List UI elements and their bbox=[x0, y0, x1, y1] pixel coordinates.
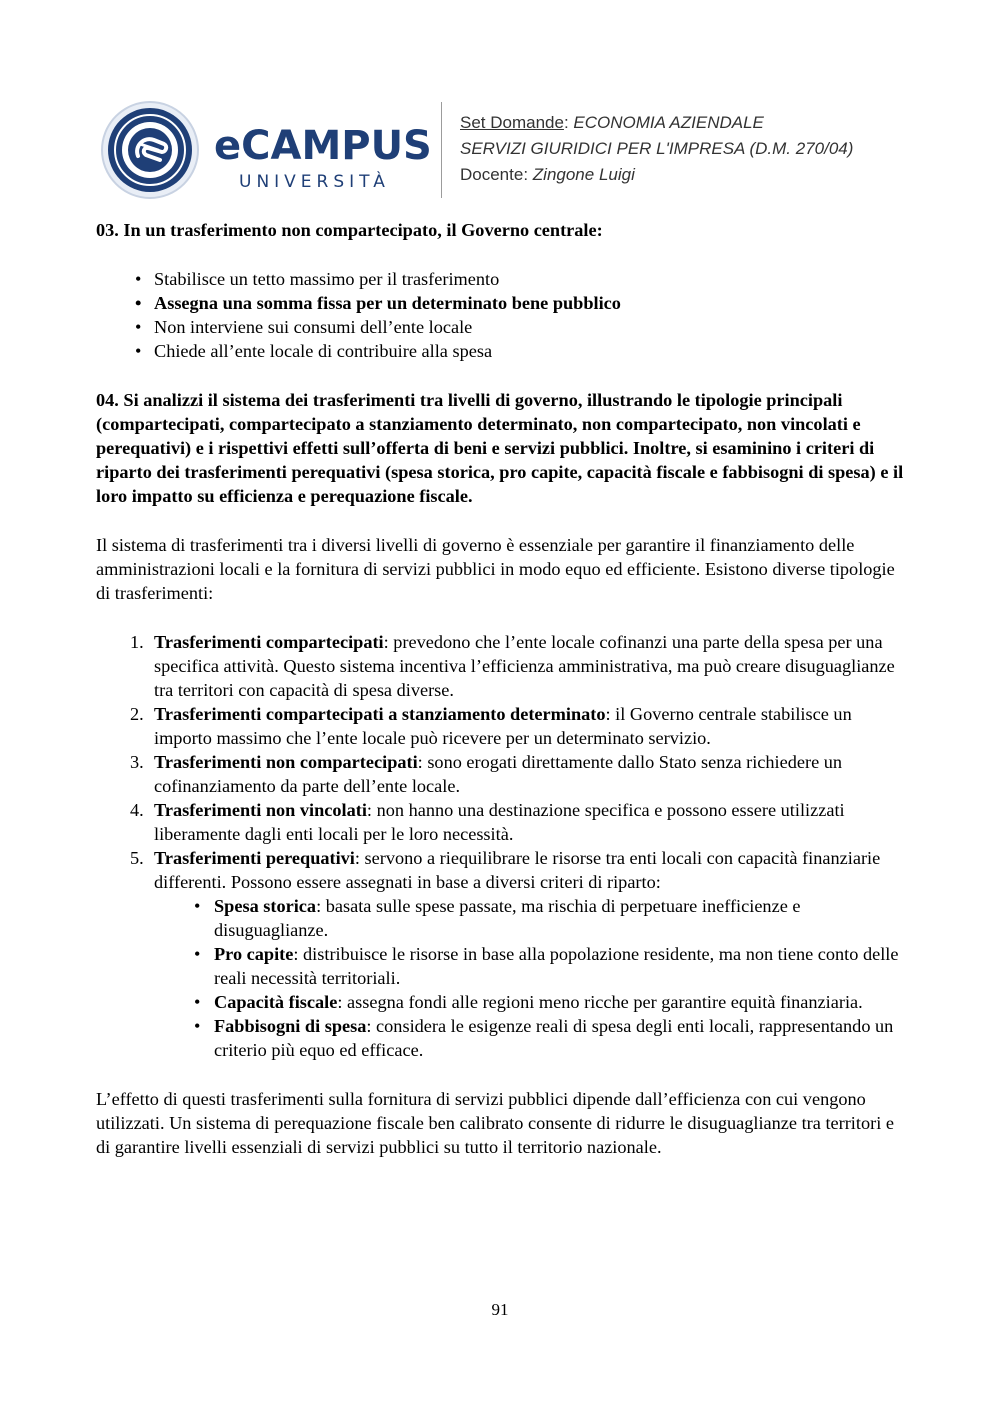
item-number: 2. bbox=[130, 704, 144, 724]
item-text: : prevedono che l’ente locale cofinanzi una parte della spesa per una specifica attività. Questo sistema incentiva l’efficienza amministrativa, ma può creare disuguaglianze tra territori con capacità di spesa diverse. bbox=[154, 632, 895, 700]
logo-wordmark: eCAMPUS bbox=[214, 123, 432, 169]
criteria-text: : distribuisce le risorse in base alla popolazione residente, ma non tiene conto delle reali necessità territoriali. bbox=[214, 944, 899, 988]
criteria-term: Capacità fiscale bbox=[214, 992, 338, 1012]
set-value: ECONOMIA AZIENDALE bbox=[573, 113, 764, 132]
page-content bbox=[96, 218, 908, 1159]
list-item bbox=[96, 630, 908, 702]
question-03-options bbox=[96, 267, 908, 363]
option-item: • Non interviene sui consumi dell’ente locale bbox=[96, 315, 908, 339]
item-text: : il Governo centrale stabilisce un importo massimo che l’ente locale può ricevere per un determinato servizio. bbox=[154, 704, 852, 748]
answer-intro: Il sistema di trasferimenti tra i diversi livelli di governo è essenziale per garantire il finanziamento delle amministrazioni locali e la fornitura di servizi pubblici in modo equo ed efficiente. Esistono diverse tipologie di trasferimenti: bbox=[96, 535, 895, 603]
criteria-text: : considera le esigenze reali di spesa degli enti locali, rappresentando un criterio più equo ed efficace. bbox=[214, 1016, 894, 1060]
item-term: Trasferimenti non vincolati bbox=[154, 800, 367, 820]
answer-conclusion: L’effetto di questi trasferimenti sulla fornitura di servizi pubblici dipende dall’efficienza con cui vengono utilizzati. Un sistema di perequazione fiscale ben calibrato consente di ridurre le disuguaglianze tra territori e di garantire livelli essenziali di servizi pubblici su tutto il territorio nazionale. bbox=[96, 1089, 894, 1157]
item-term: Trasferimenti perequativi bbox=[154, 848, 355, 868]
set-label: Set Domande bbox=[460, 113, 564, 132]
criteria-term: Spesa storica bbox=[214, 896, 317, 916]
item-text: : sono erogati direttamente dallo Stato senza richiedere un cofinanziamento da parte dell’ente locale. bbox=[154, 752, 843, 796]
page-header bbox=[96, 98, 926, 202]
docente-label: Docente bbox=[460, 165, 524, 184]
list-item bbox=[96, 702, 908, 750]
question-04-title: 04. Si analizzi il sistema dei trasferimenti tra livelli di governo, illustrando le tipologie principali (compartecipati, compartecipato a stanziamento determinato, non compartecipato, non vincolati e perequativi) e i rispettivi effetti sull’offerta di beni e servizi pubblici. Inoltre, si esaminino i criteri di riparto dei trasferimenti perequativi (spesa storica, pro capite, capacità fiscale e fabbisogni di spesa) e il loro impatto su efficienza e perequazione fiscale. bbox=[96, 390, 904, 506]
item-text: : non hanno una destinazione specifica e possono essere utilizzati liberamente dagli enti locali per le loro necessità. bbox=[154, 800, 845, 844]
option-item: • Stabilisce un tetto massimo per il trasferimento bbox=[96, 267, 908, 291]
course-info bbox=[460, 110, 853, 188]
criteria-text: : assegna fondi alle regioni meno ricche per garantire equità finanziaria. bbox=[337, 992, 863, 1012]
item-term: Trasferimenti non compartecipati bbox=[154, 752, 418, 772]
criteria-item bbox=[154, 942, 908, 990]
criteria-term: Pro capite bbox=[214, 944, 294, 964]
option-item: • Chiede all’ente locale di contribuire alla spesa bbox=[96, 339, 908, 363]
list-item bbox=[96, 846, 908, 1062]
criteria-term: Fabbisogni di spesa bbox=[214, 1016, 367, 1036]
option-item-correct: • Assegna una somma fissa per un determinato bene pubblico bbox=[96, 291, 908, 315]
logo-subtitle: UNIVERSITÀ bbox=[239, 172, 390, 192]
criteria-list bbox=[154, 894, 908, 1062]
criteria-item bbox=[154, 990, 908, 1014]
item-term: Trasferimenti compartecipati a stanziamento determinato bbox=[154, 704, 606, 724]
list-item bbox=[96, 750, 908, 798]
item-number: 1. bbox=[130, 632, 144, 652]
ecampus-seal-icon bbox=[100, 100, 200, 200]
item-number: 3. bbox=[130, 752, 144, 772]
ecampus-logo bbox=[96, 98, 432, 202]
list-item bbox=[96, 798, 908, 846]
docente-line: Docente: Zingone Luigi bbox=[460, 165, 635, 184]
page-number: 91 bbox=[491, 1300, 509, 1319]
item-term: Trasferimenti compartecipati bbox=[154, 632, 384, 652]
item-number: 5. bbox=[130, 848, 144, 868]
header-divider bbox=[441, 102, 442, 198]
docente-value: Zingone Luigi bbox=[532, 165, 635, 184]
course-name: SERVIZI GIURIDICI PER L'IMPRESA (D.M. 270/04) bbox=[460, 139, 854, 158]
item-text: : servono a riequilibrare le risorse tra enti locali con capacità finanziarie differenti. Possono essere assegnati in base a diversi criteri di riparto: bbox=[154, 848, 881, 892]
question-03-title: 03. In un trasferimento non compartecipato, il Governo centrale: bbox=[96, 220, 603, 240]
criteria-item bbox=[154, 1014, 908, 1062]
transfer-types-list bbox=[96, 630, 908, 1062]
item-number: 4. bbox=[130, 800, 144, 820]
set-domande-line: Set Domande: ECONOMIA AZIENDALE bbox=[460, 113, 764, 132]
criteria-item bbox=[154, 894, 908, 942]
criteria-text: : basata sulle spese passate, ma rischia di perpetuare inefficienze e disuguaglianze. bbox=[214, 896, 801, 940]
